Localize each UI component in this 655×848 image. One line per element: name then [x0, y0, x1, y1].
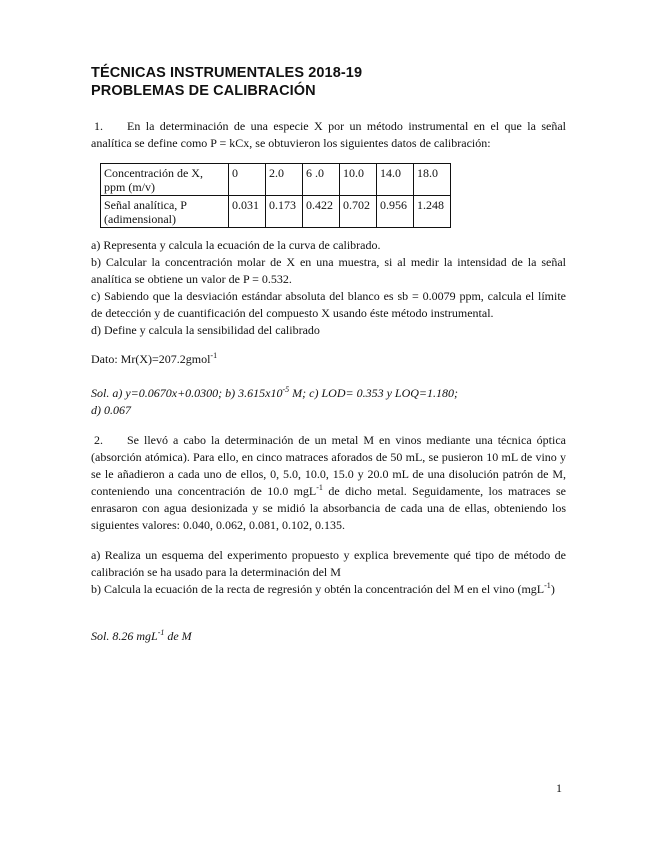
page-number: 1 [556, 781, 562, 795]
question-a: a) Realiza un esquema del experimento propuesto y explica brevemente qué tipo de método de calibración se ha usado para la determinación del M [91, 548, 566, 579]
table-cell: 0.173 [266, 196, 303, 228]
question-c: c) Sabiendo que la desviación estándar absoluta del blanco es sb = 0.0079 ppm, calcula el límite de detección y de cuantificación del compuesto X usando éste método instrumental. [91, 289, 566, 320]
question-b-text: ) [550, 582, 555, 596]
problem-2-text [91, 432, 566, 534]
question-a: a) Representa y calcula la ecuación de la curva de calibrado. [91, 238, 381, 252]
problem-1-text: En la determinación de una especie X por un método instrumental en el que la señal analítica se define como P = kCx, se obtuvieron los siguientes datos de calibración: [91, 119, 566, 150]
table-cell: 14.0 [377, 164, 414, 196]
solution-text: M; c) LOD= 0.353 y LOQ=1.180; [289, 386, 459, 400]
calibration-table [100, 163, 451, 228]
problem-1-intro [91, 118, 566, 152]
question-b-text: b) Calcula la ecuación de la recta de regresión y obtén la concentración del M en el vino (mgL [91, 582, 545, 596]
problem-1-solution [91, 385, 458, 402]
problem-1-number: 1. [94, 119, 103, 133]
problem-2-questions [91, 547, 566, 598]
document-title: TÉCNICAS INSTRUMENTALES 2018-19 [91, 65, 363, 81]
table-cell: 0.422 [303, 196, 340, 228]
table-cell: 18.0 [414, 164, 451, 196]
problem-2-body: Se llevó a cabo la determinación de un metal M en vinos mediante una técnica óptica (absorción atómica). Para ello, en cinco matraces aforados de 50 mL, se pusieron 10 mL de vino y se le añadieron a cada uno de ellos, 0, 5.0, 10.0, 15.0 y 20.0 mL de una disolución patrón de M, conteniendo una concentración de 10.0 mgL [91, 433, 566, 498]
problem-1-questions [91, 237, 566, 339]
solution-text: Sol. a) y=0.0670x+0.0300; b) 3.615x10 [91, 386, 283, 400]
table-cell: 2.0 [266, 164, 303, 196]
problem-2-number: 2. [94, 433, 103, 447]
document-subtitle: PROBLEMAS DE CALIBRACIÓN [91, 83, 316, 99]
problem-2-body: de dicho metal. Seguidamente, los matraces se enrasaron con agua desionizada y se midió la absorbancia de cada una de ellas, obteniendo los siguientes valores: 0.040, 0.062, 0.081, 0.102, 0.135. [91, 484, 566, 532]
table-cell: 6 .0 [303, 164, 340, 196]
given-data-text: Dato: Mr(X)=207.2gmol [91, 352, 211, 366]
superscript: -1 [544, 581, 551, 590]
question-d: d) Define y calcula la sensibilidad del calibrado [91, 323, 320, 337]
table-cell: 1.248 [414, 196, 451, 228]
table-cell: 0 [229, 164, 266, 196]
table-cell: 0.031 [229, 196, 266, 228]
table-row [101, 196, 451, 228]
superscript: -1 [316, 483, 323, 492]
superscript: -1 [157, 628, 165, 637]
row-label-concentration: Concentración de X, ppm (m/v) [101, 164, 229, 196]
solution-text: Sol. 8.26 mgL [91, 629, 158, 643]
given-data [91, 351, 217, 368]
row-label-signal: Señal analítica, P (adimensional) [101, 196, 229, 228]
table-cell: 0.702 [340, 196, 377, 228]
table-cell: 10.0 [340, 164, 377, 196]
table-row [101, 164, 451, 196]
solution-text: de M [164, 629, 192, 643]
table-cell: 0.956 [377, 196, 414, 228]
question-b: b) Calcular la concentración molar de X en una muestra, si al medir la intensidad de la señal analítica se obtiene un valor de P = 0.532. [91, 255, 566, 286]
problem-1-solution-d: d) 0.067 [91, 403, 131, 417]
superscript: -5 [282, 385, 290, 394]
superscript: -1 [210, 351, 218, 360]
question-b [91, 581, 566, 598]
problem-2-solution [91, 628, 192, 645]
